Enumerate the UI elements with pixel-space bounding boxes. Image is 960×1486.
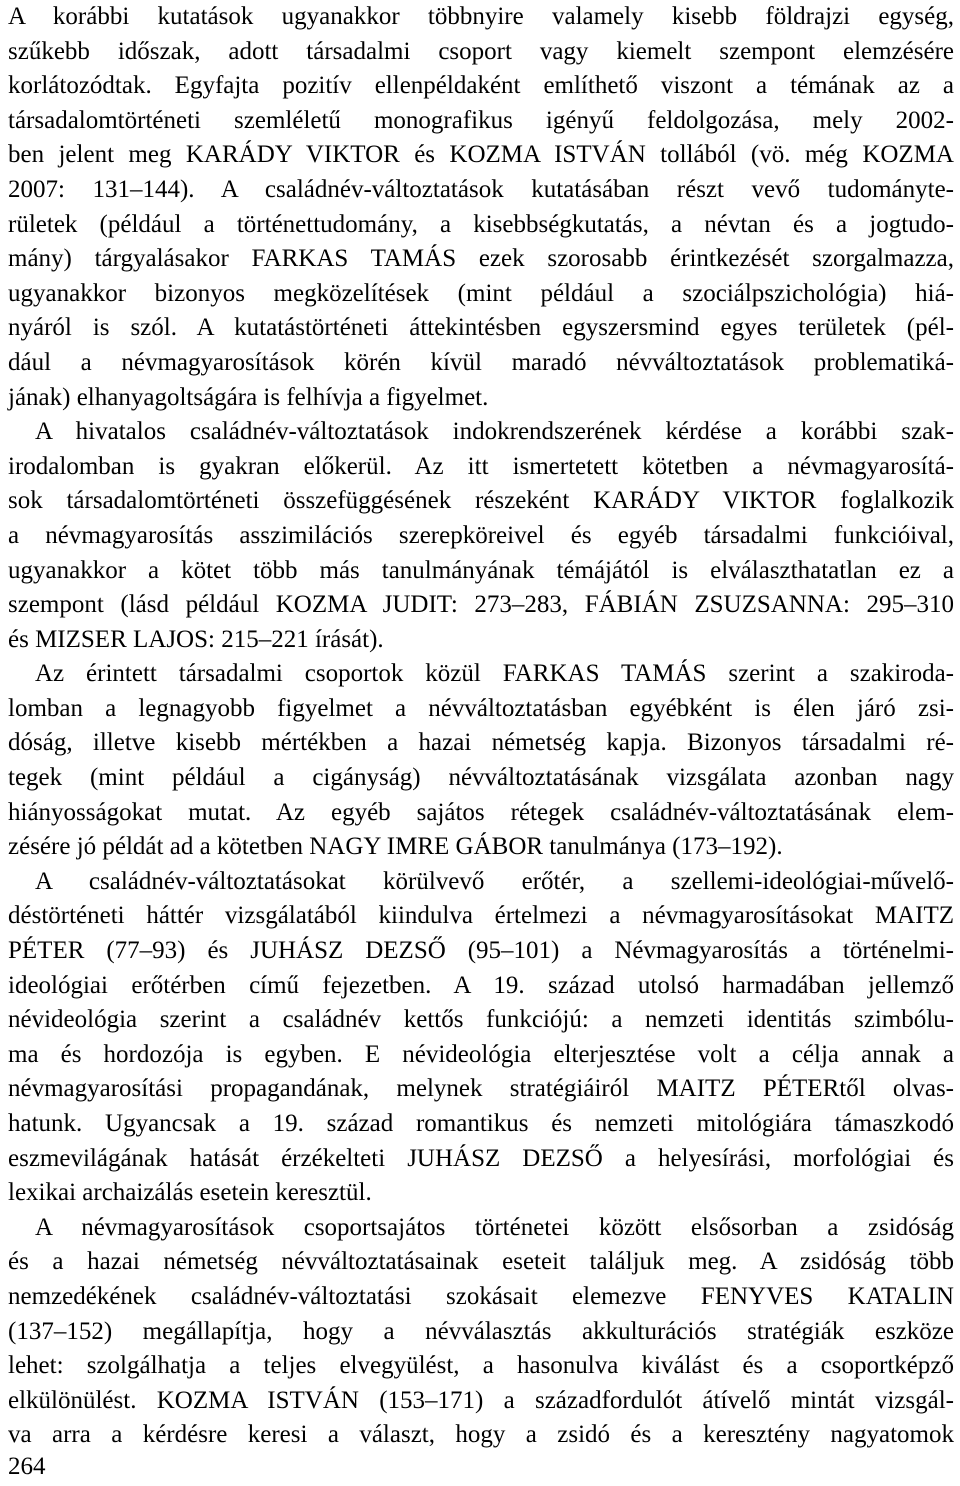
text-line: lexikai archaizálás esetein keresztül.	[8, 1179, 372, 1207]
text-line: hiányosságokat mutat. Az egyéb sajátos rétegek családnév-változtatásának elem-	[8, 798, 954, 826]
text-line: nyáról is szól. A kutatástörténeti áttekintésben egyszersmind egyes területek (pél-	[8, 314, 954, 342]
text-line: A családnév-változtatásokat körülvevő erőtér, a szellemi-ideológiai-művelő-	[35, 867, 954, 895]
text-line: Az érintett társadalmi csoportok közül FARKAS TAMÁS szerint a szakiroda-	[35, 660, 954, 688]
text-line: mány) tárgyalásakor FARKAS TAMÁS ezek szorosabb érintkezését szorgalmazza,	[8, 245, 954, 273]
text-line: szűkebb időszak, adott társadalmi csoport vagy kiemelt szempont elemzésére	[8, 37, 954, 65]
paragraph-4	[8, 865, 954, 1211]
text-line: A korábbi kutatások ugyanakkor többnyire valamely kisebb földrajzi egység,	[8, 3, 954, 30]
text-line: déstörténeti háttér vizsgálatából kiindulva értelmezi a névmagyarosításokat MAITZ	[8, 902, 954, 930]
text-line: zésére jó példát ad a kötetben NAGY IMRE GÁBOR tanulmánya (173–192).	[8, 833, 783, 861]
text-line: A hivatalos családnév-változtatások indokrendszerének kérdése a korábbi szak-	[35, 418, 954, 446]
text-line: dául a névmagyarosítások körén kívül maradó névváltoztatások problematiká-	[8, 348, 954, 376]
text-line: va arra a kérdésre keresi a választ, hogy a zsidó és a keresztény nagyatomok	[8, 1421, 954, 1449]
text-line: nemzedékének családnév-változtatási szokásait elemezve FENYVES KATALIN	[8, 1282, 954, 1310]
text-line: tegek (mint például a cigányság) névváltoztatásának vizsgálata azonban nagy	[8, 764, 954, 792]
text-line: lomban a legnagyobb figyelmet a névváltoztatásban egyébként is élen járó zsi-	[8, 694, 954, 722]
text-line: és a hazai németség névváltoztatásainak eseteit találjuk meg. A zsidóság több	[8, 1248, 954, 1276]
paragraph-1	[8, 0, 954, 415]
text-line: ma és hordozója is egyben. E névideológia elterjesztése volt a célja annak a	[8, 1040, 954, 1068]
text-line: jának) elhanyagoltságára is felhívja a figyelmet.	[8, 383, 489, 411]
paragraph-3	[8, 657, 954, 865]
text-line: ben jelent meg KARÁDY VIKTOR és KOZMA ISTVÁN tollából (vö. még KOZMA	[8, 141, 954, 169]
text-line: (137–152) megállapítja, hogy a névválasztás akkulturációs stratégiák eszköze	[8, 1317, 954, 1345]
text-line: hatunk. Ugyancsak a 19. század romantikus és nemzeti mitológiára támaszkodó	[8, 1110, 954, 1137]
text-line: PÉTER (77–93) és JUHÁSZ DEZSŐ (95–101) a Névmagyarosítás a történelmi-	[8, 937, 954, 965]
text-line: ideológiai erőtérben című fejezetben. A 19. század utolsó harmadában jellemző	[8, 971, 954, 999]
text-line: sok társadalomtörténeti összefüggésének részeként KARÁDY VIKTOR foglalkozik	[8, 487, 954, 515]
text-line: névmagyarosítási propagandának, melynek stratégiáiról MAITZ PÉTERtől olvas-	[8, 1075, 954, 1103]
text-line: eszmevilágának hatását érzékelteti JUHÁSZ DEZSŐ a helyesírási, morfológiai és	[8, 1144, 954, 1172]
text-line: dóság, illetve kisebb mértékben a hazai németség kapja. Bizonyos társadalmi ré-	[8, 729, 954, 757]
text-line: társadalomtörténeti szemléletű monografikus igényű feldolgozása, mely 2002-	[8, 106, 954, 134]
text-line: a névmagyarosítás asszimilációs szerepköreivel és egyéb társadalmi funkcióival,	[8, 521, 954, 549]
body-text	[8, 0, 954, 1453]
paragraph-5	[8, 1211, 954, 1453]
text-line: irodalomban is gyakran előkerül. Az itt ismertetett kötetben a névmagyarosítá-	[8, 452, 954, 480]
text-line: korlátozódtak. Egyfajta pozitív ellenpéldaként említhető viszont a témának az a	[8, 72, 954, 100]
text-line: lehet: szolgálhatja a teljes elvegyülést, a hasonulva kiválást és a csoportképző	[8, 1352, 954, 1380]
text-line: elkülönülést. KOZMA ISTVÁN (153–171) a századfordulót átívelő mintát vizsgál-	[8, 1386, 954, 1414]
text-line: szempont (lásd például KOZMA JUDIT: 273–283, FÁBIÁN ZSUZSANNA: 295–310	[8, 591, 954, 619]
text-line: ugyanakkor a kötet több más tanulmányának témájától is elválaszthatatlan ez a	[8, 556, 954, 584]
text-line: és MIZSER LAJOS: 215–221 írását).	[8, 625, 384, 653]
text-line: ugyanakkor bizonyos megközelítések (mint például a szociálpszichológia) hiá-	[8, 279, 954, 307]
text-line: névideológia szerint a családnév kettős funkciójú: a nemzeti identitás szimbólu-	[8, 1006, 954, 1034]
text-line: A névmagyarosítások csoportsajátos történetei között elsősorban a zsidóság	[35, 1213, 954, 1241]
page-number: 264	[8, 1453, 46, 1480]
text-line: rületek (például a történettudomány, a kisebbségkutatás, a névtan és a jogtudo-	[8, 210, 954, 238]
text-line: 2007: 131–144). A családnév-változtatások kutatásában részt vevő tudományte-	[8, 175, 954, 203]
paragraph-2	[8, 415, 954, 657]
